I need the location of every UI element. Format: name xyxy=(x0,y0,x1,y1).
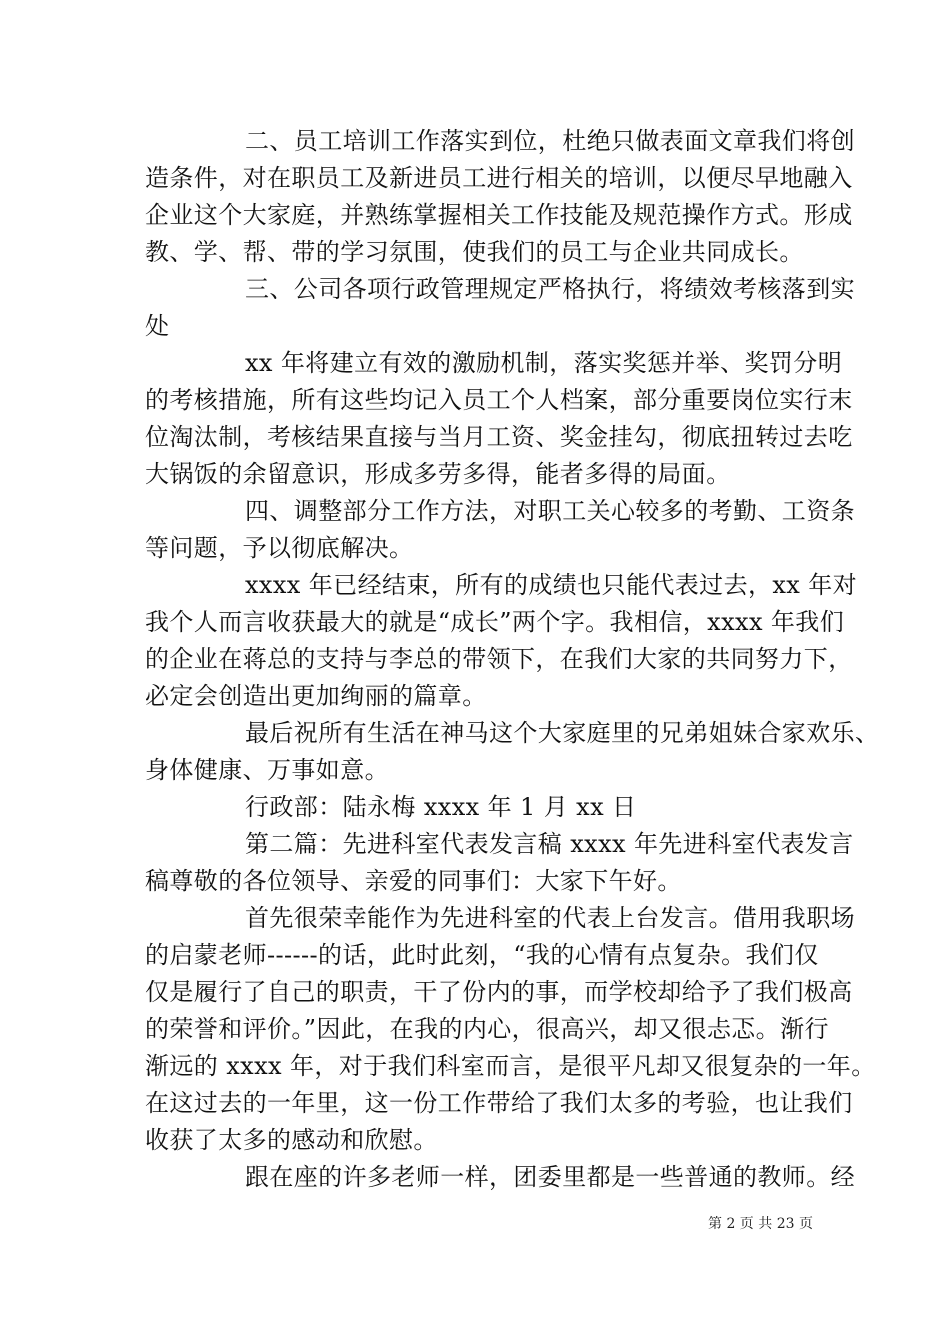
text-line: 我个人而言收获最大的就是“成长”两个字。我相信，xxxx 年我们 xyxy=(145,608,845,636)
text-line: 等问题，予以彻底解决。 xyxy=(145,534,414,562)
text-line: 必定会创造出更加绚丽的篇章。 xyxy=(145,682,487,710)
section-heading: 第二篇：先进科室代表发言稿 xxxx 年先进科室代表发言 xyxy=(245,830,854,858)
text-line: 位淘汰制，考核结果直接与当月工资、奖金挂勾，彻底扭转过去吃 xyxy=(145,423,853,451)
text-line: 三、公司各项行政管理规定严格执行，将绩效考核落到实 xyxy=(245,275,855,303)
text-line: 处 xyxy=(145,312,170,340)
text-line: 跟在座的许多老师一样，团委里都是一些普通的教师。经 xyxy=(245,1163,855,1191)
page-number: 第 2 页 共 23 页 xyxy=(708,1216,813,1232)
text-line: 的企业在蒋总的支持与李总的带领下，在我们大家的共同努力下， xyxy=(145,645,853,673)
text-line: xxxx 年已经结束，所有的成绩也只能代表过去，xx 年对 xyxy=(245,571,858,599)
text-line: 仅是履行了自己的职责，干了份内的事，而学校却给予了我们极高 xyxy=(145,978,853,1006)
text-line: 教、学、帮、带的学习氛围，使我们的员工与企业共同成长。 xyxy=(145,238,804,266)
text-line: 四、调整部分工作方法，对职工关心较多的考勤、工资条 xyxy=(245,497,855,525)
text-line: 的考核措施，所有这些均记入员工个人档案，部分重要岗位实行末 xyxy=(145,386,853,414)
text-line: 稿尊敬的各位领导、亲爱的同事们：大家下午好。 xyxy=(145,867,682,895)
text-line: xx 年将建立有效的激励机制，落实奖惩并举、奖罚分明 xyxy=(245,349,843,377)
text-line: 身体健康、万事如意。 xyxy=(145,756,389,784)
text-line: 在这过去的一年里，这一份工作带给了我们太多的考验，也让我们 xyxy=(145,1089,853,1117)
signature-line: 行政部：陆永梅 xxxx 年 1 月 xx 日 xyxy=(245,793,637,821)
text-line: 的荣誉和评价。”因此，在我的内心，很高兴，却又很忐忑。渐行 xyxy=(145,1015,829,1043)
text-line: 的启蒙老师------的话，此时此刻，“我的心情有点复杂。我们仅 xyxy=(145,941,819,969)
text-line: 二、员工培训工作落实到位，杜绝只做表面文章我们将创 xyxy=(245,127,855,155)
text-line: 大锅饭的余留意识，形成多劳多得，能者多得的局面。 xyxy=(145,460,731,488)
text-line: 首先很荣幸能作为先进科室的代表上台发言。借用我职场 xyxy=(245,904,855,932)
text-line: 造条件，对在职员工及新进员工进行相关的培训，以便尽早地融入 xyxy=(145,164,853,192)
text-line: 企业这个大家庭，并熟练掌握相关工作技能及规范操作方式。形成 xyxy=(145,201,853,229)
text-line: 最后祝所有生活在神马这个大家庭里的兄弟姐妹合家欢乐、 xyxy=(245,719,880,747)
text-line: 渐远的 xxxx 年，对于我们科室而言，是很平凡却又很复杂的一年。 xyxy=(145,1052,876,1080)
text-line: 收获了太多的感动和欣慰。 xyxy=(145,1126,438,1154)
